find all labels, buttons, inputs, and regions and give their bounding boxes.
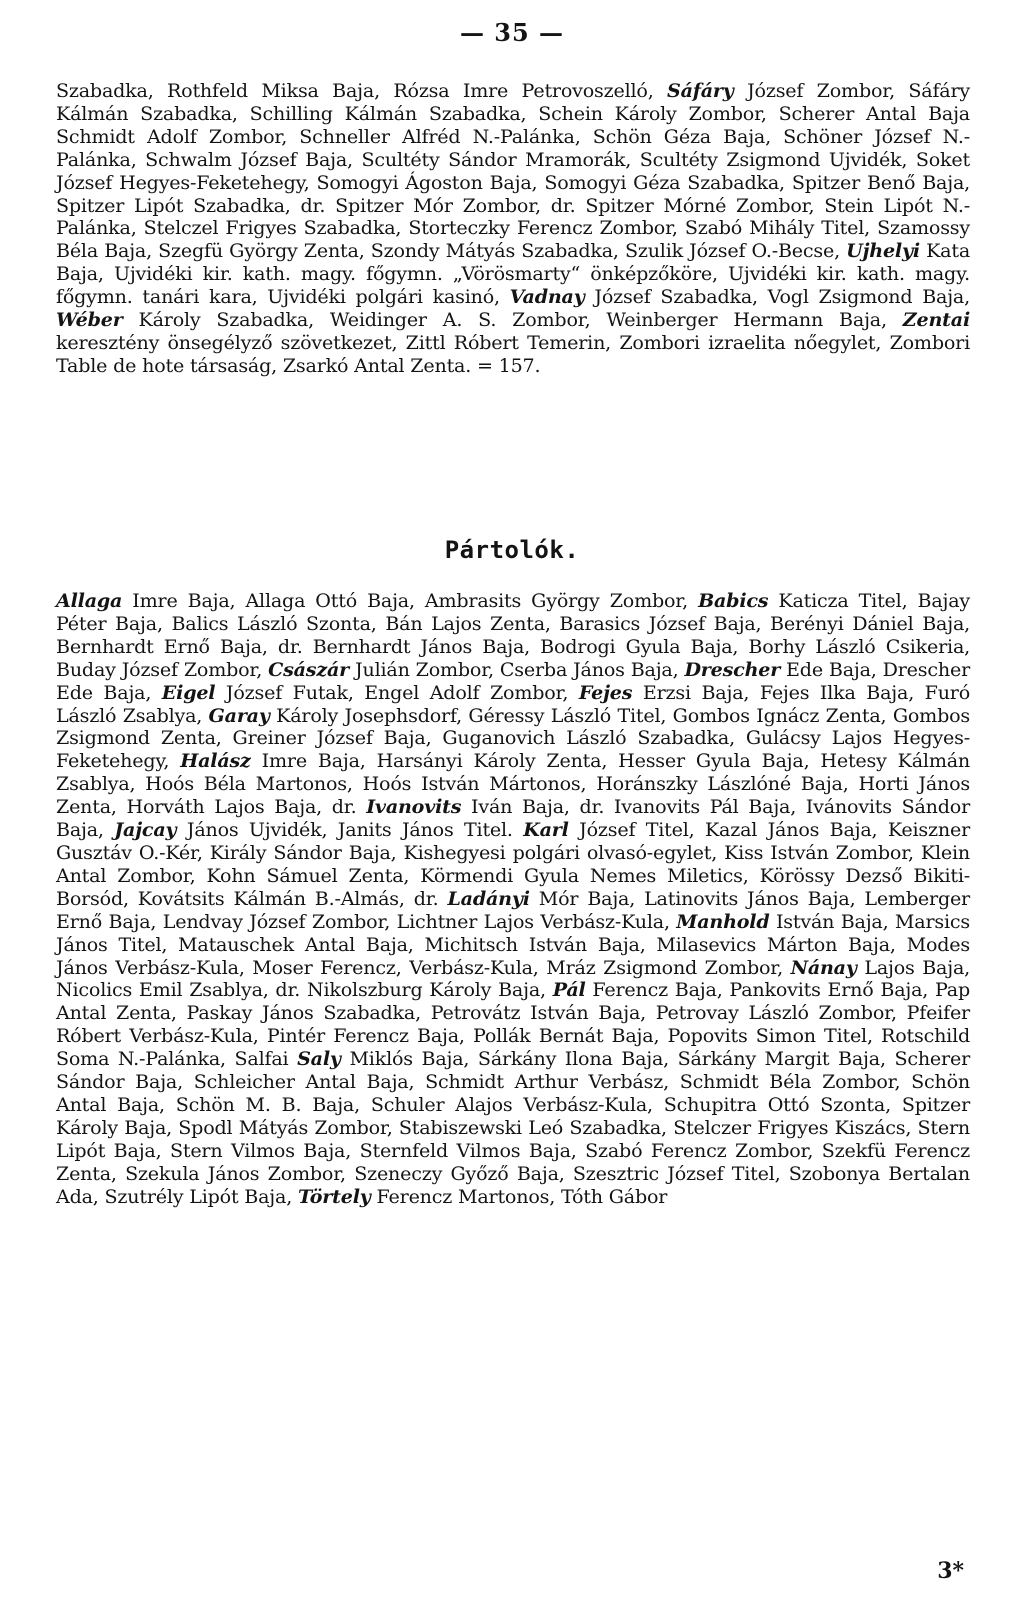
text-run: keresztény önsegélyző szövetkezet, Zittl Róbert Temerin, Zombori izraelita nőegylet, Zombori Table de hote társaság, Zsarkó Antal Zenta. = 157.: [56, 330, 970, 377]
emphasized-name: Császár: [268, 657, 350, 681]
text-run: Julián Zombor, Cserba János Baja,: [349, 657, 685, 681]
emphasized-name: Drescher: [684, 657, 781, 681]
page-number: — 35 —: [459, 18, 565, 47]
emphasized-name: Babics: [698, 589, 769, 612]
emphasized-name: Nánay: [790, 955, 857, 979]
text-run: Imre Baja, Harsányi Károly Zenta, Hesser Gyula Baja, Hetesy Kálmán Zsablya, Hoós Béla Martonos, Hoós István Mártonos, Horánszky Lászlóné Baja, Horti János Zenta, Horváth Lajos Baja, dr.: [56, 749, 971, 819]
emphasized-name: Halász: [180, 749, 251, 773]
text-run: István Baja, Marsics János Titel, Matauschek Antal Baja, Michitsch István Baja, Milasevics Márton Baja, Modes János Verbász-Kula, Moser Ferencz, Verbász-Kula, Mráz Zsigmond Zombor,: [56, 909, 970, 979]
text-run: Imre Baja, Allaga Ottó Baja, Ambrasits György Zombor,: [122, 589, 699, 612]
emphasized-name: Ladányi: [447, 886, 530, 910]
emphasized-name: Ivanovits: [366, 795, 462, 819]
partolok-paragraph: [56, 590, 970, 1208]
emphasized-name: Fejes: [578, 680, 633, 704]
text-run: Ferencz Baja, Pankovits Ernő Baja, Pap Antal Zenta, Paskay János Szabadka, Petrovátz István Baja, Petrovay László Zombor, Pfeifer Róbert Verbász-Kula, Pintér Ferencz Baja, Pollák Bernát Baja, Popovits Simon Titel, Rotschild Soma N.-Palánka, Salfai: [56, 978, 970, 1071]
text-run: József Titel, Kazal János Baja, Keiszner Gusztáv O.-Kér, Király Sándor Baja, Kishegyesi polgári olvasó-egylet, Kiss István Zombor, Klein Antal Zombor, Kohn Sámuel Zenta, Körmendi Gyula Nemes Miletics, Körössy Dezső Bikiti-Borsód, Kovátsits Kálmán B.-Almás, dr.: [56, 818, 970, 910]
text-run: Iván Baja, dr. Ivanovits Pál Baja, Ivánovits Sándor Baja,: [56, 795, 971, 842]
emphasized-name: Saly: [297, 1047, 341, 1071]
text-run: Kata Baja, Ujvidéki kir. kath. magy. főgymn. „Vörösmarty“ önképzőköre, Ujvidéki kir. kath. magy. főgymn. tanári kara, Ujvidéki polgári kasinó,: [56, 239, 970, 309]
text-run: József Szabadka, Vogl Zsigmond Baja,: [584, 285, 970, 309]
text-run: Miklós Baja, Sárkány Ilona Baja, Sárkány Margit Baja, Scherer Sándor Baja, Schleicher Antal Baja, Schmidt Arthur Verbász, Schmidt Béla Zombor, Schön Antal Baja, Schön M. B. Baja, Schuler Alajos Verbász-Kula, Schupitra Ottó Szonta, Spitzer Károly Baja, Spodl Mátyás Zombor, Stabiszewski Leó Szabadka, Stelczer Frigyes Kiszács, Stern Lipót Baja, Stern Vilmos Baja, Sternfeld Vilmos Baja, Szabó Ferencz Zombor, Szekfü Ferencz Zenta, Szekula János Zombor, Szeneczy Győző Baja, Szesztric József Titel, Szobonya Bertalan Ada, Szutrély Lipót Baja,: [56, 1047, 970, 1208]
emphasized-name: Ujhelyi: [846, 239, 920, 263]
text-run: Katicza Titel, Bajay Péter Baja, Balics László Szonta, Bán Lajos Zenta, Barasics József Baja, Berényi Dániel Baja, Bernhardt Ernő Baja, dr. Bernhardt János Baja, Bodrogi Gyula Baja, Borhy László Csikeria, Buday József Zombor,: [56, 589, 970, 681]
text-run: János Ujvidék, Janits János Titel.: [176, 818, 524, 842]
emphasized-name: Törtely: [297, 1184, 371, 1208]
text-run: Erzsi Baja, Fejes Ilka Baja, Furó László Zsablya,: [56, 680, 971, 727]
section-title: Pártolók.: [444, 536, 580, 564]
text-run: Ferencz Martonos, Tóth Gábor: [370, 1184, 668, 1208]
text-run: Lajos Baja, Nicolics Emil Zsablya, dr. Nikolszburg Károly Baja,: [56, 955, 970, 1002]
emphasized-name: Eigel: [161, 680, 216, 704]
emphasized-name: Manhold: [676, 909, 770, 933]
emphasized-name: Sáfáry: [666, 79, 734, 102]
emphasized-name: Garay: [208, 703, 270, 727]
emphasized-name: Jajcay: [114, 818, 177, 842]
text-run: Károly Josephsdorf, Géressy László Titel, Gombos Ignácz Zenta, Gombos Zsigmond Zenta, Greiner József Baja, Guganovich László Szabadka, Gulácsy Lajos Hegyes-Feketehegy,: [56, 703, 970, 773]
text-run: Szabadka, Rothfeld Miksa Baja, Rózsa Imre Petrovoszelló,: [56, 79, 667, 102]
continuation-list: [56, 80, 970, 378]
text-run: Károly Szabadka, Weidinger A. S. Zombor, Weinberger Hermann Baja,: [122, 308, 903, 332]
text-run: József Futak, Engel Adolf Zombor,: [215, 680, 579, 704]
text-run: Mór Baja, Latinovits János Baja, Lemberger Ernő Baja, Lendvay József Zombor, Lichtner Lajos Verbász-Kula,: [56, 886, 970, 933]
text-run: József Zombor, Sáfáry Kálmán Szabadka, Schilling Kálmán Szabadka, Schein Károly Zombor, Scherer Antal Baja Schmidt Adolf Zombor, Schneller Alfréd N.-Palánka, Schön Géza Baja, Schöner József N.-Palánka, Schwalm József Baja, Scultéty Sándor Mramorák, Scultéty Zsigmond Ujvidék, Soket József Hegyes-Feketehegy, Somogyi Ágoston Baja, Somogyi Géza Szabadka, Spitzer Benő Baja, Spitzer Lipót Szabadka, dr. Spitzer Mór Zombor, dr. Spitzer Mórné Zombor, Stein Lipót N.-Palánka, Stelczel Frigyes Szabadka, Storteczky Ferencz Zombor, Szabó Mihály Titel, Szamossy Béla Baja, Szegfü György Zenta, Szondy Mátyás Szabadka, Szulik József O.-Becse,: [56, 79, 971, 263]
emphasized-name: Zentai: [902, 308, 970, 332]
emphasized-name: Pál: [552, 978, 586, 1002]
emphasized-name: Allaga: [56, 589, 123, 612]
emphasized-name: Karl: [523, 818, 569, 842]
text-run: Ede Baja, Drescher Ede Baja,: [56, 657, 970, 704]
emphasized-name: Wéber: [56, 308, 123, 332]
continuation-paragraph: [56, 80, 970, 378]
emphasized-name: Vadnay: [509, 285, 585, 309]
signature-mark: 3*: [937, 1558, 964, 1584]
partolok-list: [56, 590, 970, 1208]
